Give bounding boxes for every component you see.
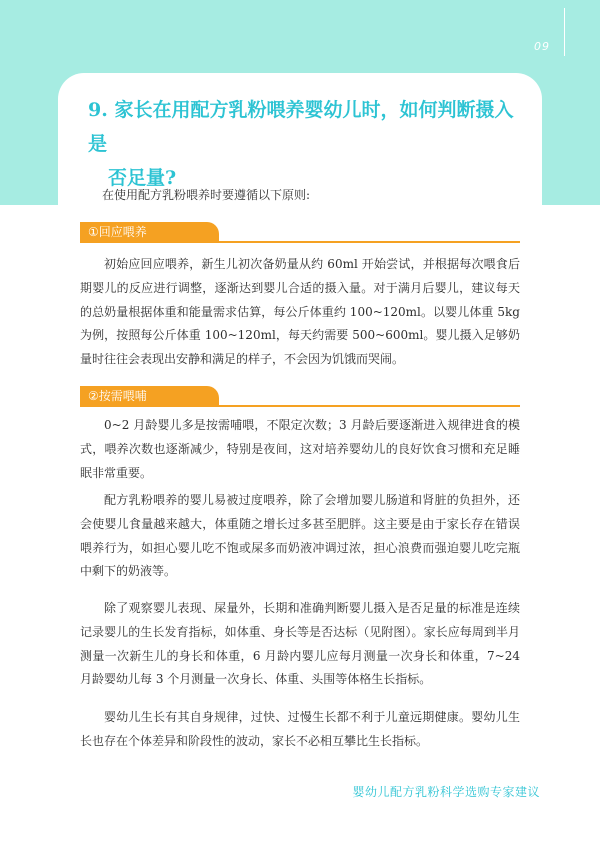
section-header-on-demand-feeding (80, 385, 520, 407)
paragraph: 除了观察婴儿表现、屎量外，长期和准确判断婴儿摄入是否足量的标准是连续记录婴儿的生长发育指标，如体重、身长等是否达标（见附图）。家长应每周到半月测量一次新生儿的身长和体重，6 月龄内婴儿应每月测量一次身长和体重，7~24 月龄婴幼儿每 3 个月测量一次身长、体重、头围等体格生长指标。 (80, 601, 520, 687)
paragraph: 初始应回应喂养，新生儿初次备奶量从约 60ml 开始尝试，并根据每次喂食后期婴儿的反应进行调整，逐渐达到婴儿合适的摄入量。对于满月后婴儿，建议每天的总奶量根据体重和能量需求估算，每公斤体重约 100~120ml。以婴儿体重 5kg 为例，按照每公斤体重 100~120ml，每天约需要 500~600ml。婴儿摄入足够奶量时往往会表现出安静和满足的样子，不会因为饥饿而哭闹。 (80, 257, 520, 367)
paragraph: 0~2 月龄婴儿多是按需哺喂，不限定次数；3 月龄后要逐渐进入规律进食的模式，喂养次数也逐渐减少，特别是夜间，这对培养婴幼儿的良好饮食习惯和充足睡眠非常重要。 (80, 418, 520, 480)
paragraph: 配方乳粉喂养的婴儿易被过度喂养，除了会增加婴儿肠道和肾脏的负担外，还会使婴儿食量越来越大，体重随之增长过多甚至肥胖。这主要是由于家长存在错误喂养行为，如担心婴儿吃不饱或屎多而奶液冲调过浓，担心浪费而强迫婴儿吃完瓶中剩下的奶液等。 (80, 493, 520, 579)
page-title (88, 93, 528, 195)
intro-text: 在使用配方乳粉喂养时要遵循以下原则: (102, 188, 311, 202)
footer-text: 婴幼儿配方乳粉科学选购专家建议 (352, 785, 540, 799)
title-line-1: 9. 家长在用配方乳粉喂养婴幼儿时，如何判断摄入是 (88, 99, 514, 155)
page-number-divider (564, 8, 565, 56)
section-header-responsive-feeding (80, 221, 520, 243)
page-number: 09 (534, 40, 550, 53)
section-label: ②按需喂哺 (80, 386, 219, 406)
paragraph: 婴幼儿生长有其自身规律，过快、过慢生长都不利于儿童远期健康。婴幼儿生长也存在个体差异和阶段性的波动，家长不必相互攀比生长指标。 (80, 710, 520, 748)
title-line-2: 否足量? (108, 167, 177, 189)
section-label: ①回应喂养 (80, 222, 219, 242)
